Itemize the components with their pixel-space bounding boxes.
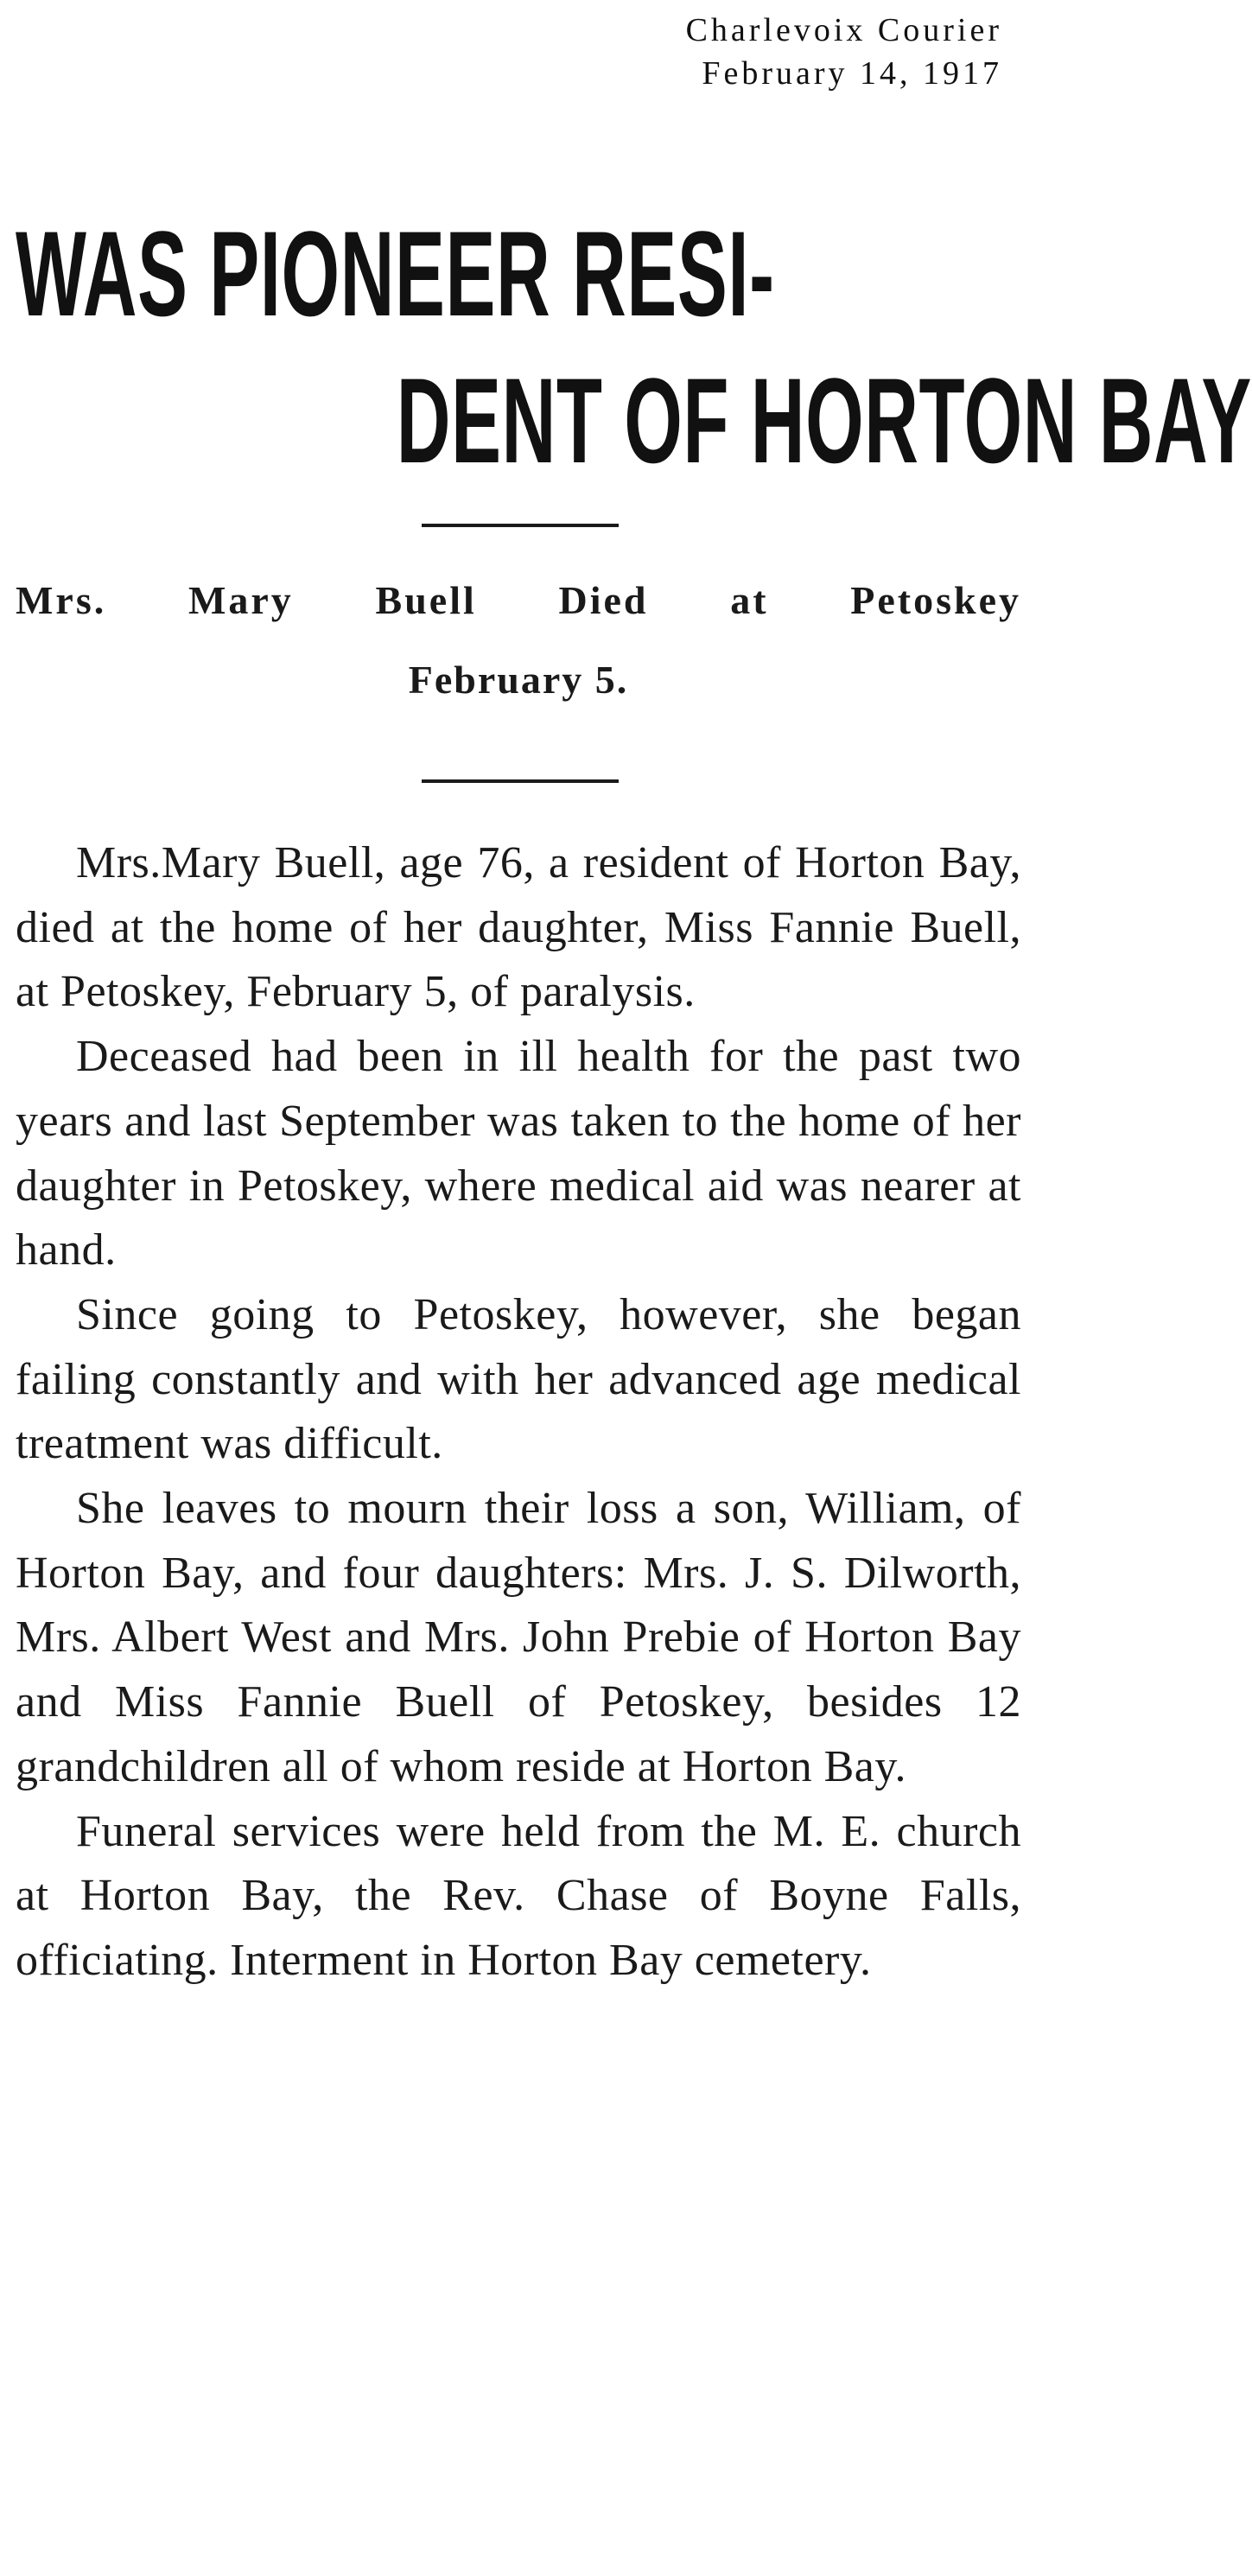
article-body bbox=[16, 831, 1021, 1994]
divider-rule-top bbox=[422, 524, 619, 527]
source-date: February 14, 1917 bbox=[702, 55, 1002, 92]
article-paragraph: Since going to Petoskey, however, she began failing constantly and with her advanced age medical treatment was difficult. bbox=[16, 1289, 1021, 1469]
article-paragraph: Mrs.Mary Buell, age 76, a resident of Horton Bay, died at the home of her daughter, Miss Fannie Buell, at Petoskey, February 5, of paralysis. bbox=[16, 838, 1021, 1017]
clipping-source bbox=[518, 9, 1002, 95]
headline-line-1: WAS PIONEER RESI- bbox=[16, 206, 775, 341]
subheadline-line-1: Mrs. Mary Buell Died at Petoskey bbox=[16, 578, 1021, 622]
headline-line-2: DENT OF HORTON BAY bbox=[396, 353, 1252, 488]
divider-rule-bottom bbox=[422, 779, 619, 783]
headline bbox=[16, 200, 1252, 494]
article-paragraph: She leaves to mourn their loss a son, William, of Horton Bay, and four daughters: Mrs. J. S. Dilworth, Mrs. Albert West and Mrs. John Prebie of Horton Bay and Miss Fannie Buell of Petoskey, besides 12 grandchildren all of whom reside at Horton Bay. bbox=[16, 1484, 1021, 1791]
subheadline-line-2: February 5. bbox=[408, 658, 629, 702]
source-paper-name: Charlevoix Courier bbox=[685, 12, 1002, 48]
article-paragraph: Deceased had been in ill health for the past two years and last September was taken to the home of her daughter in Petoskey, where medical aid was nearer at hand. bbox=[16, 1032, 1021, 1275]
article-paragraph: Funeral services were held from the M. E. church at Horton Bay, the Rev. Chase of Boyne Falls, officiating. Interment in Horton Bay cemetery. bbox=[16, 1806, 1021, 1985]
